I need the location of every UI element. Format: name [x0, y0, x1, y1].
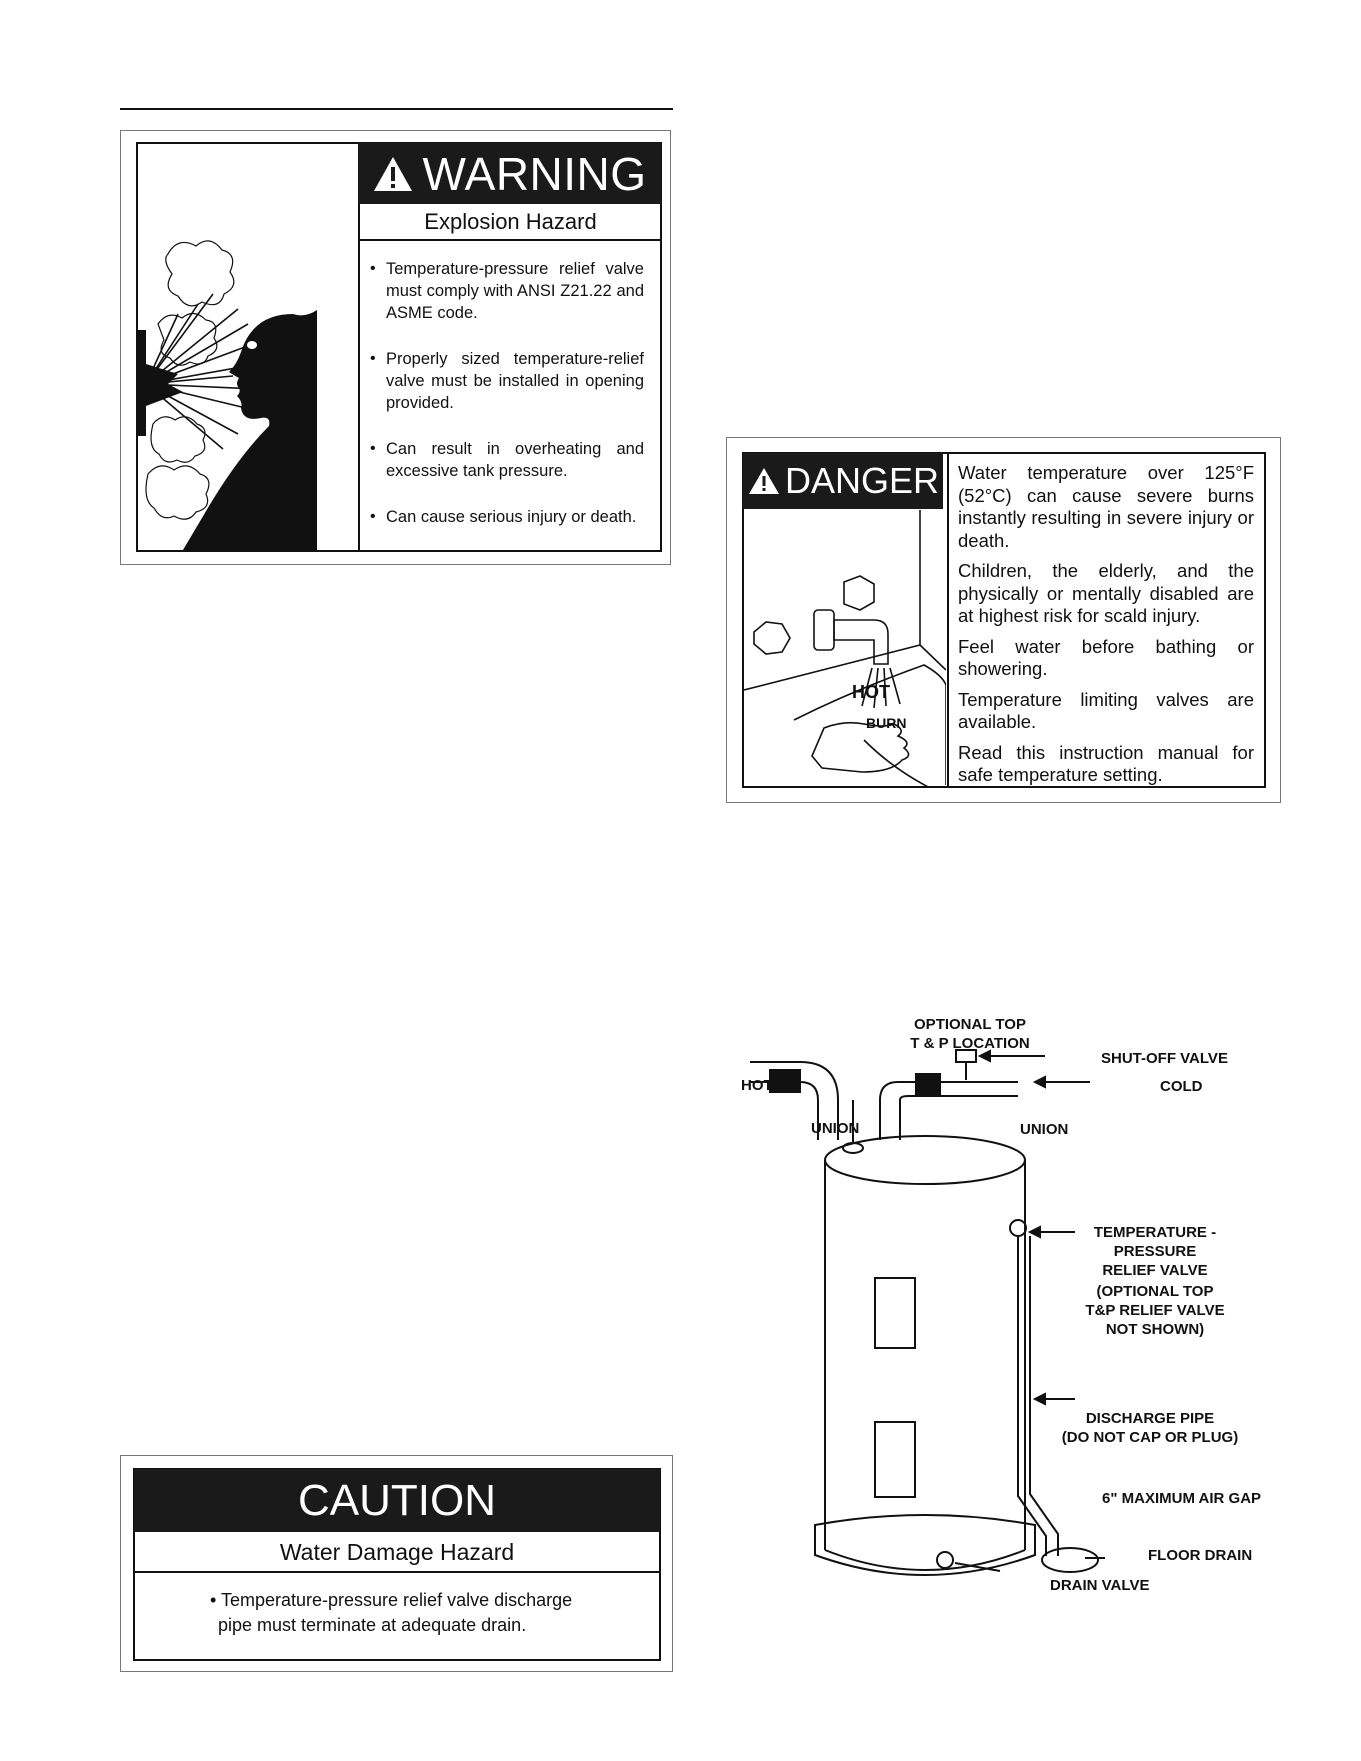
tp-valve-label: TEMPERATURE - PRESSURE RELIEF VALVE (OPTIONAL TOP T&P RELIEF VALVE NOT SHOWN): [1085, 1224, 1225, 1338]
caution-line: • Temperature-pressure relief valve discharge: [210, 1590, 573, 1610]
danger-paragraph: Temperature limiting valves are available.: [958, 688, 1254, 732]
warning-item: • Can cause serious injury or death.: [370, 506, 644, 528]
danger-text: [958, 462, 1254, 795]
danger-divider: [947, 453, 949, 787]
warning-triangle-icon: [372, 155, 414, 193]
scald-illustration: [744, 510, 946, 786]
caution-line: pipe must terminate at adequate drain.: [218, 1615, 527, 1635]
explosion-illustration: [138, 144, 358, 550]
warning-list: [370, 258, 644, 552]
drain-valve-label: DRAIN VALVE: [1050, 1577, 1150, 1594]
warning-item: • Can result in overheating and excessive tank pressure.: [370, 438, 644, 482]
top-rule: [120, 108, 673, 110]
shutoff-valve-label: SHUT-OFF VALVE: [1101, 1050, 1228, 1067]
warning-item: • Temperature-pressure relief valve must comply with ANSI Z21.22 and ASME code.: [370, 258, 644, 324]
optional-top-label: OPTIONAL TOP T & P LOCATION: [910, 1016, 1030, 1052]
burn-label: BURN: [866, 715, 907, 731]
warning-subtitle: Explosion Hazard: [358, 205, 661, 241]
warning-title: WARNING: [422, 147, 647, 200]
caution-title: CAUTION: [134, 1469, 660, 1532]
discharge-pipe-label: DISCHARGE PIPE (DO NOT CAP OR PLUG): [1061, 1410, 1239, 1446]
air-gap-label: 6" MAXIMUM AIR GAP: [1102, 1490, 1262, 1507]
danger-title: DANGER: [784, 460, 940, 501]
danger-paragraph: Children, the elderly, and the physically or mentally disabled are at highest risk for scald injury.: [958, 560, 1254, 626]
danger-paragraph: Feel water before bathing or showering.: [958, 635, 1254, 679]
union-left-label: UNION: [811, 1120, 860, 1137]
danger-paragraph: Water temperature over 125°F (52°C) can cause severe burns instantly resulting in severe injury or death.: [958, 462, 1254, 551]
danger-header: [743, 453, 943, 509]
danger-paragraph: Read this instruction manual for safe temperature setting.: [958, 741, 1254, 785]
union-right-label: UNION: [1020, 1121, 1069, 1138]
cold-label: COLD: [1160, 1078, 1203, 1095]
caution-text: [210, 1588, 630, 1638]
hot-label: HOT: [741, 1077, 773, 1094]
warning-triangle-icon: [747, 466, 781, 496]
warning-header: [358, 143, 661, 204]
hot-label: HOT: [852, 682, 890, 702]
warning-item: • Properly sized temperature-relief valve must be installed in opening provided.: [370, 348, 644, 414]
floor-drain-label: FLOOR DRAIN: [1148, 1547, 1253, 1564]
caution-subtitle: Water Damage Hazard: [134, 1533, 660, 1573]
